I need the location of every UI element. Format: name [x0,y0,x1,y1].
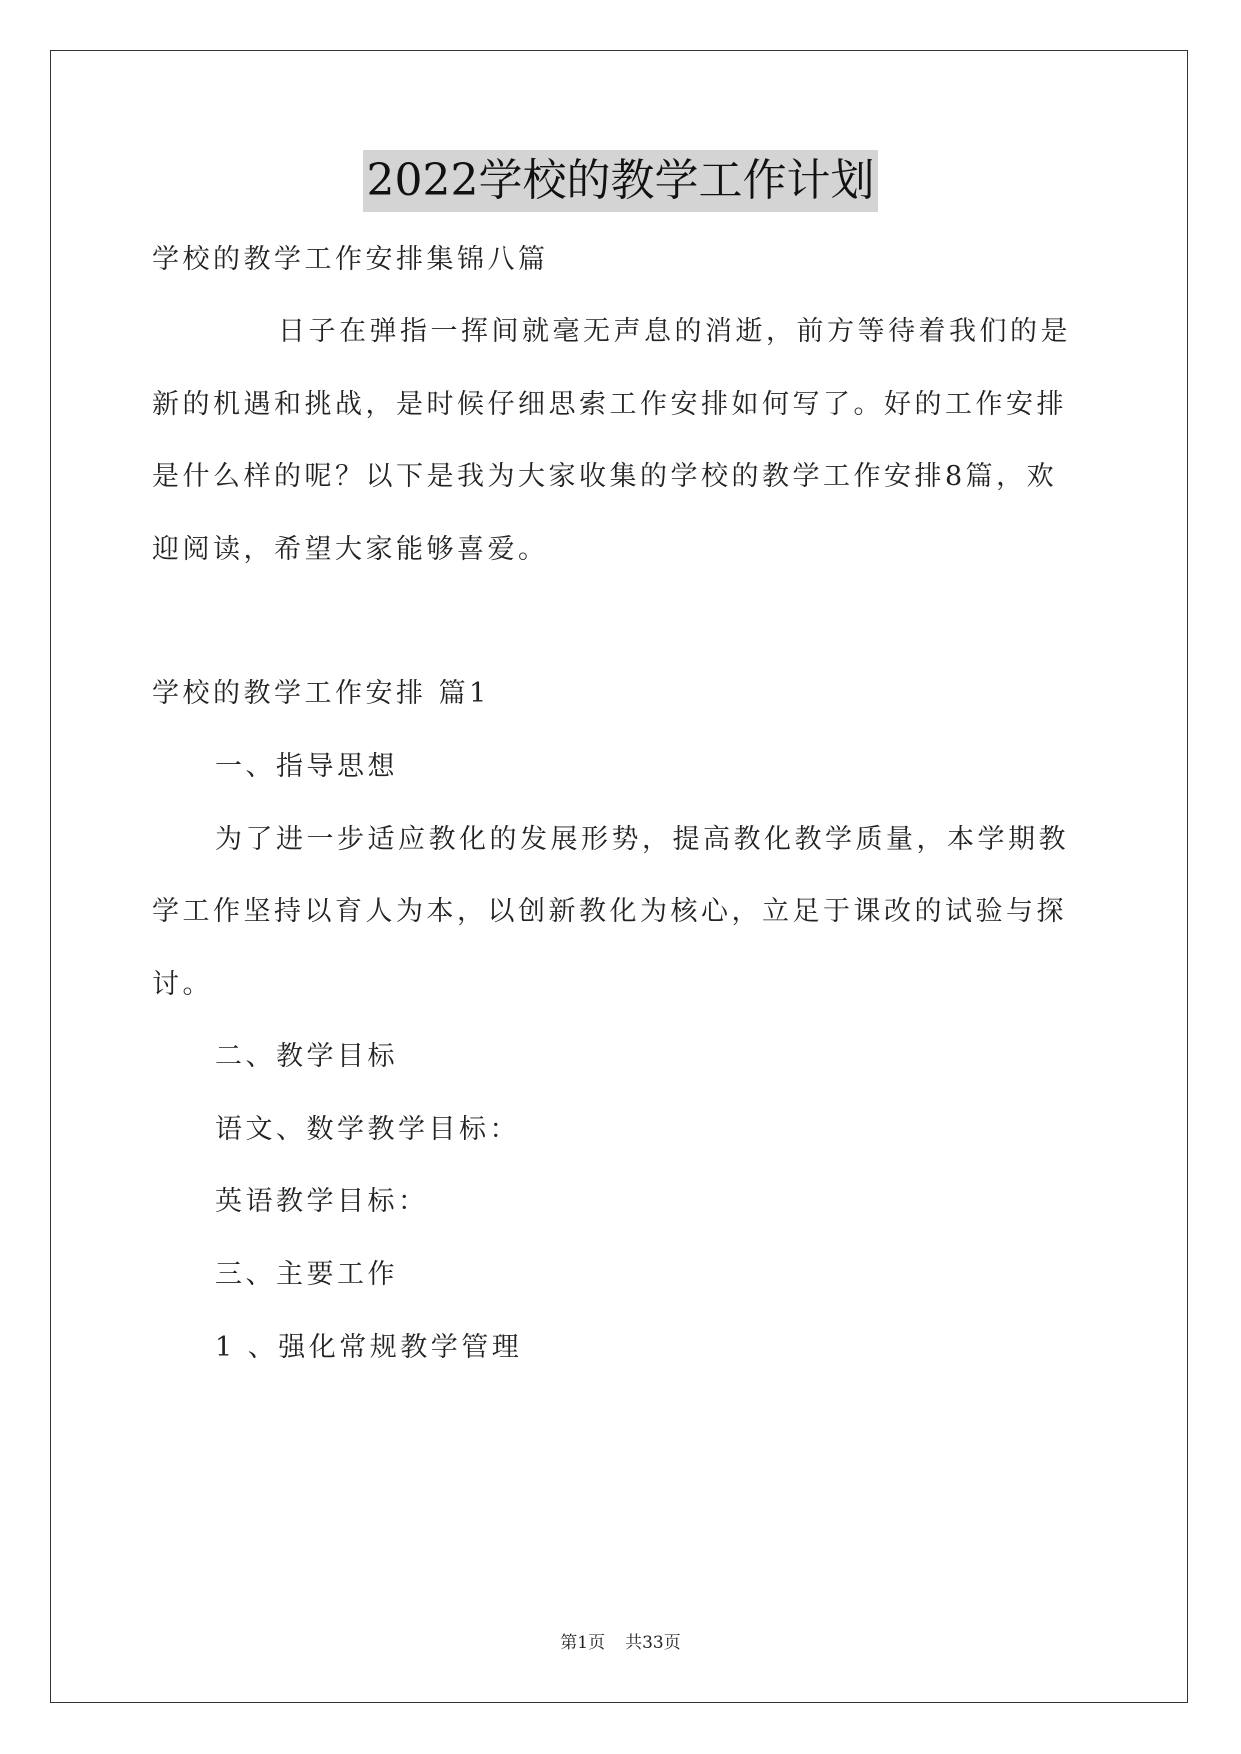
page-number-current: 第1页 [560,1633,606,1653]
document-title: 2022学校的教学工作计划 [363,150,879,212]
title-container [0,150,1241,212]
sub-english-goals: 英语教学目标： [215,1186,429,1217]
intro-line-1: 日子在弹指一挥间就毫无声息的消逝，前方等待着我们的是 [278,316,1071,347]
para-1-line-1: 为了进一步适应教化的发展形势，提高教化教学质量，本学期教 [215,824,1069,855]
sub-chinese-math-goals: 语文、数学教学目标： [215,1114,520,1145]
intro-line-2: 新的机遇和挑战，是时候仔细思索工作安排如何写了。好的工作安排 [152,389,1067,420]
heading-teaching-goals: 二、教学目标 [215,1041,398,1072]
document-subtitle: 学校的教学工作安排集锦八篇 [152,244,549,275]
intro-line-3: 是什么样的呢？以下是我为大家收集的学校的教学工作安排8篇，欢 [152,461,1058,492]
page-number-total: 共33页 [625,1633,681,1653]
para-1-line-3: 讨。 [152,969,213,1000]
heading-main-work: 三、主要工作 [215,1259,398,1290]
para-1-line-2: 学工作坚持以育人为本，以创新教化为核心，立足于课改的试验与探 [152,896,1067,927]
page-footer [0,1628,1241,1653]
section-title: 学校的教学工作安排 篇1 [152,678,490,709]
sub-routine-management: 1 、强化常规教学管理 [215,1332,523,1363]
intro-line-4: 迎阅读，希望大家能够喜爱。 [152,534,549,565]
heading-guiding-ideas: 一、指导思想 [215,751,398,782]
page-border [50,50,1188,1703]
